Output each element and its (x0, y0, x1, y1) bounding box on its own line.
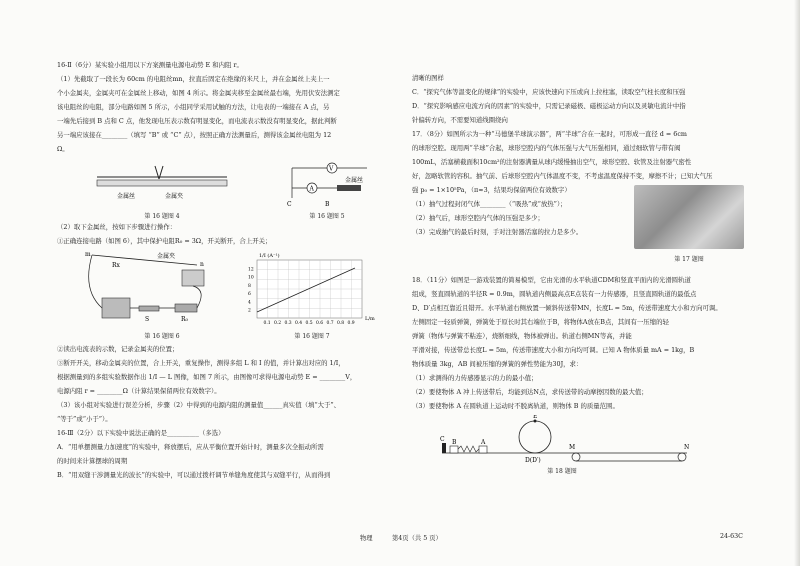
fig6-label-s: S (145, 316, 150, 323)
fig18-diagram (412, 415, 752, 465)
fig5-label-a: A (309, 185, 314, 193)
fig18-label-n: N (684, 444, 690, 451)
footer-subject: 物理 (360, 535, 373, 542)
q17-subquestions (412, 199, 627, 238)
fig7-ytick-label: 8 (248, 283, 251, 289)
fig6-label-n: n (200, 261, 204, 268)
fig7-caption: 第 16 题图 7 (294, 333, 330, 340)
fig7-ytick-label: 2 (248, 308, 251, 314)
fig4-caption: 第 16 题图 4 (144, 213, 180, 220)
q16-2-step3c: 电源内阻 r = ________Ω（计算结果保留两位有效数字）。 (57, 387, 221, 395)
q16-3-option-a: A．“用单摆测量力加速度”的实验中，释放摆后，应从平衡位置开始计时，测量多次全振动所需 (57, 443, 324, 451)
fig7-xtick-label: 0.3 (284, 321, 292, 326)
q17-line1: 17．（8分）如图所示为一种“马德堡半球演示器”，两“半球”合在一起时，可形成一直径 d = 6cm (412, 130, 687, 138)
fig18-label-m: M (569, 444, 576, 451)
q16-2-para1-line4: 一端先后接到 B 点和 C 点，他发现电压表示数有明显变化，而电流表示数没有明显变化，据此判断 (57, 117, 337, 125)
q18-sub3: （3）要使物体 A 在圆轨道上运动时不脱离轨道，则物体 B 的质量范围。 (412, 402, 619, 410)
q16-2-step2: ②读出电流表的示数，记录金属夹的位置； (57, 345, 179, 353)
q16-2-para1-line3: 该电阻丝的电阻，部分电路如图 5 所示，小组同学采用试触的方法，让电表的一端接在 A 点，另 (57, 103, 330, 111)
q16-3-option-c: C．“探究气体等温变化的规律”的实验中，应该快速向下压或向上拉柱塞，读取空气柱长度和压强 (412, 88, 686, 96)
q17-line3: 100mL，活塞横截面积10cm²的注射器满量从球内缓慢抽出空气，球形空腔、软管及注射器气密性 (412, 158, 692, 166)
q16-2-step3: ③断开开关，移动金属夹的位置，合上开关，重复操作，测得多组 L 和 I 的值，并计算出对应的 1/I， (57, 359, 345, 367)
fig6-fig7-diagram (57, 250, 397, 334)
fig7-ytick-label: 4 (248, 300, 251, 306)
roller-m (572, 453, 580, 461)
fig4-diagram (57, 158, 397, 210)
fig4-fig5-row (57, 158, 397, 222)
fig6-label-m: m (85, 251, 91, 258)
wire-resistor (337, 185, 361, 191)
fig7-ytick-label: 10 (248, 275, 254, 281)
q16-2-para4b: “等于”或“小于”）。 (57, 415, 112, 423)
q17-photo (634, 185, 744, 249)
fig18-label-a: A (481, 439, 486, 446)
fig6-label-rx: Rx (112, 262, 120, 269)
fig7-xtick-label: 0.7 (326, 321, 334, 326)
fig5-label-wire: 金属丝 (345, 177, 364, 184)
q18-line2: 组成，竖直圆轨道的半径R = 0.9m，圆轨道内侧最高点E点装有一力传感器，且竖直圆轨道的最低点 (412, 290, 697, 298)
meter-rule (97, 180, 227, 186)
scan-edge-shadow (794, 0, 800, 566)
option-b-continued: 清晰的图样 (412, 74, 444, 82)
q16-2-para1-line5: 另一端应该接在________（填写 “B” 或 “C” 点），按照正确方法测量后，测得该金属丝电阻为 12 (57, 131, 332, 139)
fig7-yticks (248, 266, 254, 313)
q18-line1: 18．（11分）如图是一游戏装置的简易模型，它由光滑的水平轨道CDM和竖直平面内的光滑圆轨道 (412, 276, 691, 284)
fig7-chart (248, 252, 375, 326)
q16-2-para3: ①正确连接电路（如图 6），其中保护电阻R₀ = 3Ω，开关断开，合上开关； (57, 237, 272, 245)
fig7-ytick-label: 6 (248, 292, 251, 298)
q16-2-heading: 16-Ⅱ（6分）某实验小组用以下方案测量电源电动势 E 和内阻 r。 (57, 61, 243, 69)
q16-2-step3b: 根据测量到的多组实验数据作出 1/I — L 图像，如图 7 所示，由图像可求得电源电动势 E = ________V， (57, 373, 357, 381)
q16-3-heading: 16-Ⅲ（2分）以下实验中说法正确的是__________（多选） (57, 429, 225, 437)
q17-sub3: （3）完成抽气的最后时刻，手对注射器活塞的拉力是多少。 (412, 228, 583, 236)
fig6-fig7-row (57, 250, 397, 344)
footer-paper-code: 24-63C (720, 533, 743, 540)
right-column (412, 73, 752, 475)
block-a (479, 446, 487, 453)
fig7-xtick-label: 0.1 (263, 321, 271, 326)
fig7-xtick-label: 0.6 (316, 321, 324, 326)
fig7-xtick-label: 0.5 (305, 321, 313, 326)
fig5-label-c: C (287, 201, 292, 208)
q16-3-option-b: B．“用双缝干涉测量光的波长”的实验中，可以通过拨杆调节单缝角度使其与双缝平行，从而得到 (57, 471, 331, 479)
ammeter-device (182, 270, 204, 286)
q17-sub1: （1）抽气过程封闭气体________（“吸热”或“放热”）； (412, 200, 567, 208)
fig6-wire-mn (92, 255, 197, 265)
fig7-xtick-label: 0.4 (295, 321, 303, 326)
fig7-xlabel: L/m (365, 316, 375, 322)
fig18-label-e: E (533, 415, 538, 420)
fig4-label-wire: 金属丝 (117, 193, 136, 200)
q18-line7: 物体质量 3kg，AB 间被压缩的弹簧的弹性势能为30J，求： (412, 360, 583, 368)
q16-3-option-d2: 针偏转方向，不需要知道线圈绕向 (412, 116, 508, 124)
roller-n (678, 453, 686, 461)
q18-line5: 弹簧（物体与弹簧不粘连），烧断细线，物体被弹出。轨道右侧MN等高，并能 (412, 332, 632, 340)
fig5-label-b: B (325, 201, 330, 208)
q16-2-para1-line6: Ω。 (57, 145, 69, 153)
fig6-label-r0: R₀ (181, 316, 188, 323)
fig7-ylabel: 1/I (A⁻¹) (259, 253, 280, 259)
fig6-label-clip: 金属夹 (157, 253, 176, 260)
fig18-label-c: C (440, 436, 445, 443)
fig18-label-b: B (452, 439, 457, 446)
fig7-xticks (264, 320, 355, 326)
footer-page-number: 第4页（共 5 页） (392, 535, 442, 542)
fig18-caption: 第 18 题图 (547, 468, 577, 475)
fig4-label-clip: 金属夹 (165, 193, 184, 200)
q16-2-para2: （2）取下金属丝，按如下步骤进行操作： (57, 223, 177, 231)
block-b (450, 446, 458, 453)
fig5-caption: 第 16 题图 5 (309, 213, 345, 220)
q17-block (412, 199, 752, 275)
fig18-loop (519, 421, 551, 453)
q16-2-para1-line2: 个小金属夹，金属夹可在金属丝上移动，如图 4 所示。将金属夹移至金属丝最右端，先用伏安法测定 (57, 89, 340, 97)
q17-line2: 的球形空腔。现用两“半球”合起，球形空腔内的气体压强与大气压强相同，通过细软管与带有阀 (412, 144, 681, 152)
fig6-caption: 第 16 题图 6 (144, 333, 180, 340)
q17-line4: 好，忽略软管的容积。抽气前、后球形空腔内气体温度不变，不考虑温度保持不变，摩擦不计；已知大气压 (412, 172, 713, 180)
switch-device (139, 306, 159, 311)
fig18-label-d: D(D′) (525, 457, 541, 464)
q16-3-option-d: D．“探究影响感应电流方向的因素”的实验中，只需记录磁极、磁极运动方向以及灵敏电流计中指 (412, 102, 686, 110)
q17-line5: 强 p₀ = 1×10⁵Pa，（π≈3，结果均保留两位有效数字） (412, 186, 571, 194)
q18-sub2: （2）要使物体 A 冲上传送带后，均能到达N点，求传送带的动摩擦因数的最大值； (412, 388, 648, 396)
fig5-label-v: V (329, 165, 334, 173)
q18-line3: D、D′点相互靠近且错开。水平轨道右侧放置一倾斜传送带MN，长度L = 5m，传送带速度大小和方向可调。 (412, 304, 722, 312)
fig7-xtick-label: 0.8 (337, 321, 345, 326)
q18-line4: 左侧固定一轻质弹簧，弹簧处于原长时其右端位于B，将物体A放在B点，其间有一压缩的轻 (412, 318, 669, 326)
fig18-spring (458, 446, 479, 452)
fig7-xtick-label: 0.9 (347, 321, 355, 326)
fig17-caption: 第 17 题图 (674, 256, 704, 263)
battery-pack (102, 298, 130, 318)
fig18-block (412, 415, 752, 475)
fig7-xtick-label: 0.2 (274, 321, 282, 326)
left-column (57, 60, 397, 484)
q17-sub2: （2）抽气后，球形空腔内气体的压强是多少； (412, 214, 544, 222)
q16-2-para1-line1: （1）先截取了一段长为 60cm 的电阻丝mn，拉直后固定在绝缘的米尺上，并在金属丝上夹上一 (57, 75, 330, 83)
fig7-ytick-label: 12 (248, 267, 254, 273)
fig18-wall (442, 443, 446, 453)
protective-resistor (175, 304, 197, 312)
q18-sub1: （1）求测得的力传感器显示的力的最小值； (412, 374, 538, 382)
q16-2-para4: （3）该小组对实验进行误差分析，步骤（2）中得到的电源内阻的测量值______真实值（填“大于”、 (57, 401, 341, 409)
q16-3-option-a2: 的时间来计算摆球的周期 (57, 457, 128, 465)
q18-line6: 平滑对接，传送带总长度L = 5m，传送带速度大小和方向均可调。已知 A 物体质量 mA = 1kg，B (412, 346, 695, 354)
